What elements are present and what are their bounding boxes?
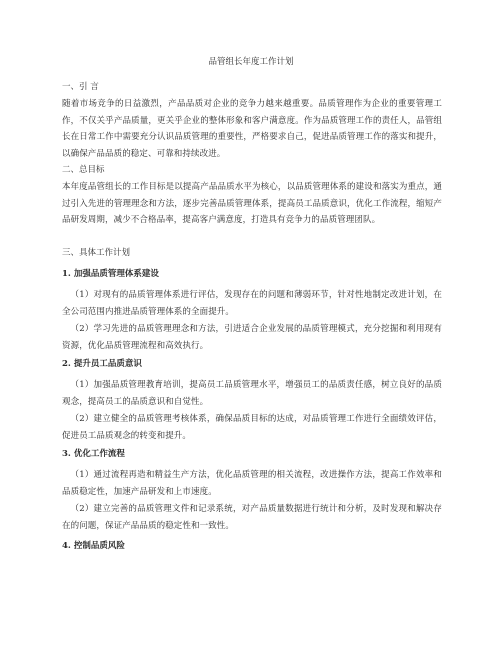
section-heading-plan: 三、具体工作计划 <box>62 248 131 258</box>
section-heading-goal: 二、总目标 <box>62 165 105 175</box>
section-paragraph-goal: 本年度品管组长的工作目标是以提高产品品质水平为核心，以品质管理体系的建设和落实为重点，通过引入先进的管理理念和方法，逐步完善品质管理体系，提高员工品质意识，优化工作流程，缩短产品研发周期，减少不合格品率，提高客户满意度，打造具有竞争力的品质管理团队。 <box>62 182 442 225</box>
document-title: 品管组长年度工作计划 <box>208 57 294 67</box>
item-1-point-1: （1）对现有的品质管理体系进行评估，发现存在的问题和薄弱环节，针对性地制定改进计划，在全公司范围内推进品质管理体系的全面提升。 <box>62 290 442 317</box>
item-title-1: 1. 加强品质管理体系建设 <box>62 269 159 279</box>
item-title-3: 3. 优化工作流程 <box>62 449 125 459</box>
section-paragraph-intro: 随着市场竞争的日益激烈，产品品质对企业的竞争力越来越重要。品质管理作为企业的重要管理工作，不仅关乎产品质量，更关乎企业的整体形象和客户满意度。作为品质管理工作的责任人，品管组长在日常工作中需要充分认识品质管理的重要性，严格要求自己，促进品质管理工作的落实和提升，以确保产品品质的稳定、可靠和持续改进。 <box>62 99 442 159</box>
item-title-2: 2. 提升员工品质意识 <box>62 359 142 369</box>
item-1-point-2: （2）学习先进的品质管理理念和方法，引进适合企业发展的品质管理模式，充分挖掘和利用现有资源，优化品质管理流程和高效执行。 <box>62 324 442 351</box>
item-3-point-2: （2）建立完善的品质管理文件和记录系统，对产品质量数据进行统计和分析，及时发现和解决存在的问题，保证产品品质的稳定性和一致性。 <box>62 504 442 531</box>
item-2-point-2: （2）建立健全的品质管理考核体系，确保品质目标的达成，对品质管理工作进行全面绩效评估，促进员工品质观念的转变和提升。 <box>62 414 442 441</box>
item-3-point-1: （1）通过流程再造和精益生产方法，优化品质管理的相关流程，改进操作方法，提高工作效率和品质稳定性，加速产品研发和上市速度。 <box>62 470 442 497</box>
section-heading-intro: 一、引 言 <box>62 82 99 92</box>
item-2-point-1: （1）加强品质管理教育培训，提高员工品质管理水平，增强员工的品质责任感，树立良好的品质观念，提高员工的品质意识和自觉性。 <box>62 380 442 407</box>
item-title-4: 4. 控制品质风险 <box>62 541 125 551</box>
